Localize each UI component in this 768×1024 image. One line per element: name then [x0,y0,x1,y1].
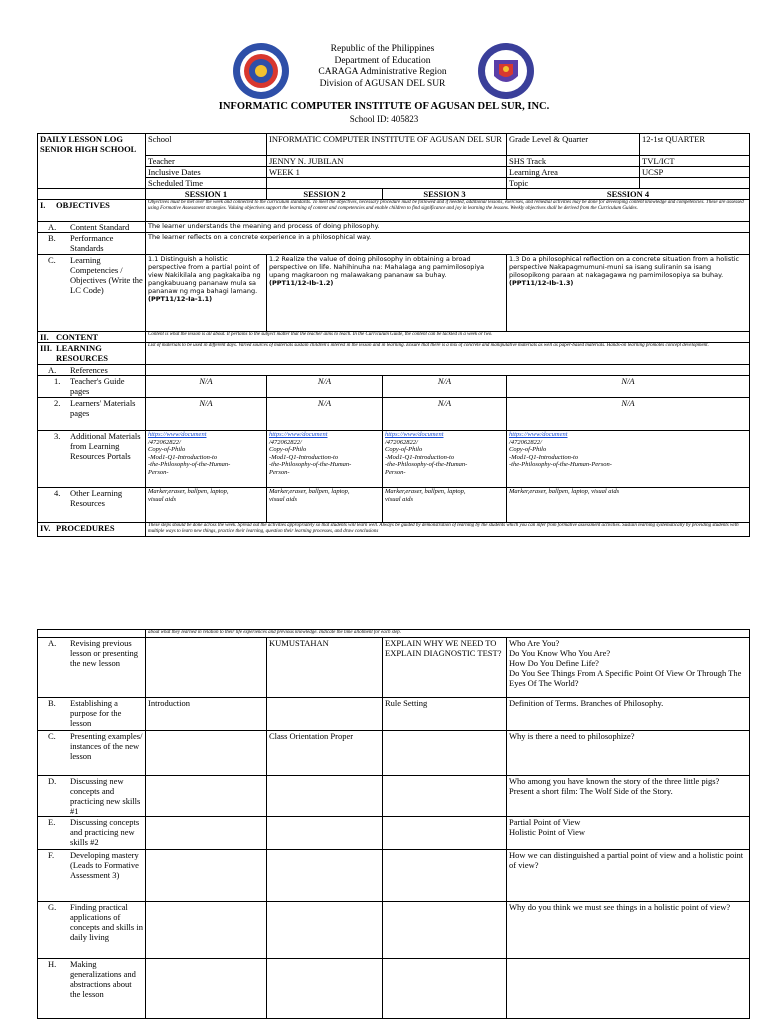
document-link[interactable]: https://www/document [509,431,568,438]
procedure-s2-cell [267,959,383,1019]
time-label: Scheduled Time [146,178,267,189]
other-resources-s1: Marker,eraser, ballpen, laptop, visual aids [146,488,267,523]
procedures-heading: IV. PROCEDURES [38,523,146,537]
procedure-label: F. Developing mastery (Leads to Formative Assessment 3) [38,850,146,902]
additional-materials-s1: https://www/document /472062822/ Copy-of-Philo -Mod1-Q1-Introduction-to -the-Philosophy-of-the-Human- Person- [146,431,267,488]
procedure-s2-cell: KUMUSTAHAN [267,638,383,698]
procedure-row [38,902,750,959]
school-value: INFORMATIC COMPUTER INSTITUTE OF AGUSAN DEL SUR [267,134,507,156]
track-value: TVL/ICT [640,156,750,167]
procedure-row [38,817,750,850]
grade-value: 12-1st QUARTER [640,134,750,156]
procedure-s4-cell: Who among you have known the story of the three little pigs? Present a short film: The Wolf Side of the Story. [507,776,750,817]
procedure-row [38,698,750,731]
document-link[interactable]: https://www/document [269,431,328,438]
time-value [267,178,507,189]
procedure-label: B. Establishing a purpose for the lesson [38,698,146,731]
session-2-header: SESSION 2 [267,189,383,200]
procedures-note: These steps should be done across the week. Spread out the activities appropriately so that students will learn well. Always be guided by demonstration of learning by the students which you can infer from formative assessment activities. Sustain learning systematically by providing students with multiple ways to learn new things, practice their learning, question their learning processes, and draw conclusions [146,523,750,537]
procedure-s3-cell [383,731,507,776]
objectives-note: Objectives must be met over the week and connected to the curriculum standards. To meet the objectives, necessary procedure must be followed and if needed, additional lessons, exercises, and remedial activities may be done for developing content knowledge and competencies. These are assessed using Formative Assessment strategies. Valuing objectives support the learning of content and competencies and enable children to find significance and joy in learning the lessons. Weekly objectives shall be derived from the Curriculum Guides. [146,200,750,222]
objectives-heading: I. OBJECTIVES [38,200,146,222]
agency-lines [290,44,475,90]
teacher-label: Teacher [146,156,267,167]
procedure-s1-cell [146,731,267,776]
procedure-label: C. Presenting examples/ instances of the new lesson [38,731,146,776]
content-standard-label: A. Content Standard [38,222,146,233]
dates-value: WEEK 1 [267,167,507,178]
procedure-label: G. Finding practical applications of concepts and skills in daily living [38,902,146,959]
school-name-heading: INFORMATIC COMPUTER INSTITUTE OF AGUSAN DEL SUR, INC. [218,101,550,112]
procedure-s3-cell [383,817,507,850]
teachers-guide-s3: N/A [383,376,507,398]
competency-1-1: 1.1 Distinguish a holistic perspective from a partial point of view Nakikilala ang pagkakaiba ng pangkabuuang pananaw mula sa pananaw ng mga bahagi lamang. (PPT11/12-Ia-1.1) [146,255,267,332]
procedure-s4-cell: How we can distinguished a partial point of view and a holistic point of view? [507,850,750,902]
document-header [0,30,768,125]
procedure-s2-cell [267,902,383,959]
topic-value [640,178,750,189]
sessions-blank [38,189,146,200]
procedure-s2-cell [267,850,383,902]
procedure-s4-cell [507,959,750,1019]
school-label: School [146,134,267,156]
references-value [146,365,750,376]
procedure-s2-cell [267,698,383,731]
procedure-row [38,850,750,902]
grade-label: Grade Level & Quarter [507,134,640,156]
school-seal-logo [232,42,290,100]
document-link[interactable]: https://www/document [148,431,207,438]
procedure-s1-cell [146,817,267,850]
procedure-s4-cell: Why do you think we must see things in a holistic point of view? [507,902,750,959]
region-line: CARAGA Administrative Region [318,67,447,77]
learning-resources-note: List of materials to be used in different days. Varied sources of materials sustain children's interest in the lesson and in learning. Ensure that there is a mix of concrete and manipulative materials as well as paper-based materials. Hands-on learning promotes concept development. [146,343,750,365]
additional-materials-s2: https://www/document /472062822/ Copy-of-Philo -Mod1-Q1-Introduction-to -the-Philosophy-of-the-Human- Person- [267,431,383,488]
competency-1-3: 1.3 Do a philosophical reflection on a concrete situation from a holistic perspective Nakapagmumuni-muni sa isang suliranin sa isang pilosopikong paraan at nakagagawa ng pamimilosopiya sa buhay. (PPT11/12-Ib-1.3) [507,255,750,332]
deped-seal-logo [477,42,535,100]
content-note: Content is what the lesson is all about. It pertains to the subject matter that the teacher aims to teach. In the Curriculum Guide, the content can be tackled in a week or two. [146,332,750,343]
procedure-s1-cell [146,850,267,902]
procedure-row [38,638,750,698]
other-resources-s3: Marker,eraser, ballpen, laptop, visual aids [383,488,507,523]
competency-1-2: 1.2 Realize the value of doing philosophy in obtaining a broad perspective on life. Nahihinuha na: Mahalaga ang pamimilosopiya upang magkaroon ng malawakang pananaw sa buhay. (PPT11/12-Ib-1.2) [267,255,507,332]
procedure-s2-cell: Class Orientation Proper [267,731,383,776]
procedure-rows [38,638,750,1019]
procedure-label: D. Discussing new concepts and practicing new skills #1 [38,776,146,817]
republic-line: Republic of the Philippines [330,44,435,54]
additional-materials-s4: https://www/document /472062822/ Copy-of-Philo -Mod1-Q1-Introduction-to -the-Philosophy-of-the-Human-Person- [507,431,750,488]
teachers-guide-s1: N/A [146,376,267,398]
learners-materials-s4: N/A [507,398,750,431]
procedure-s1-cell: Introduction [146,698,267,731]
procedure-row [38,959,750,1019]
division-line: Division of AGUSAN DEL SUR [319,78,446,89]
log-title-cell: DAILY LESSON LOG SENIOR HIGH SCHOOL [38,134,146,189]
procedures-note-continued: about what they learned in relation to their life experiences and previous knowledge. Indicate the time allotment for each step. [146,630,750,638]
procedure-s4-cell: Who Are You? Do You Know Who You Are? How Do You Define Life? Do You See Things From A Specific Point Of View Or Through The Eyes Of The World? [507,638,750,698]
session-4-header: SESSION 4 [507,189,750,200]
learning-resources-heading: III. LEARNING RESOURCES [38,343,146,365]
other-resources-s4: Marker,eraser, ballpen, laptop, visual aids [507,488,750,523]
session-3-header: SESSION 3 [383,189,507,200]
teachers-guide-label: 1. Teacher's Guide pages [38,376,146,398]
other-resources-s2: Marker,eraser, ballpen, laptop, visual aids [267,488,383,523]
lesson-log-table-top [37,133,750,537]
procedure-s3-cell [383,959,507,1019]
procedure-s4-cell: Definition of Terms. Branches of Philosophy. [507,698,750,731]
content-heading: II. CONTENT [38,332,146,343]
procedure-s3-cell [383,850,507,902]
competencies-label: C. Learning Competencies / Objectives (Write the LC Code) [38,255,146,332]
school-id-line: School ID: 405823 [349,114,419,124]
procedure-label: H. Making generalizations and abstractions about the lesson [38,959,146,1019]
session-1-header: SESSION 1 [146,189,267,200]
learners-materials-label: 2. Learners' Materials pages [38,398,146,431]
procedure-label: A. Revising previous lesson or presenting the new lesson [38,638,146,698]
performance-standards-label: B. Performance Standards [38,233,146,255]
department-line: Department of Education [334,55,431,66]
procedure-label: E. Discussing concepts and practicing new skills #2 [38,817,146,850]
document-link[interactable]: https://www/document [385,431,444,438]
references-label: A. References [38,365,146,376]
procedure-s1-cell [146,776,267,817]
area-label: Learning Area [507,167,640,178]
procedure-s1-cell [146,959,267,1019]
teachers-guide-s4: N/A [507,376,750,398]
procedure-s2-cell [267,817,383,850]
performance-standards-value: The learner reflects on a concrete experience in a philosophical way. [146,233,750,255]
procedure-s3-cell [383,776,507,817]
procedure-s1-cell [146,638,267,698]
topic-label: Topic [507,178,640,189]
procedure-row [38,776,750,817]
procedure-row [38,731,750,776]
additional-materials-label: 3. Additional Materials from Learning Resources Portals [38,431,146,488]
additional-materials-s3: https://www/document /472062822/ Copy-of-Philo -Mod1-Q1-Introduction-to -the-Philosophy-of-the-Human- Person- [383,431,507,488]
procedure-s2-cell [267,776,383,817]
lesson-log-table-procedures [37,629,750,1019]
teachers-guide-s2: N/A [267,376,383,398]
dates-label: Inclusive Dates [146,167,267,178]
content-standard-value: The learner understands the meaning and process of doing philosophy. [146,222,750,233]
procedure-s3-cell [383,902,507,959]
procedure-s3-cell: Rule Setting [383,698,507,731]
procedures-continued-blank [38,630,146,638]
learners-materials-s1: N/A [146,398,267,431]
learners-materials-s2: N/A [267,398,383,431]
track-label: SHS Track [507,156,640,167]
procedure-s4-cell: Why is there a need to philosophize? [507,731,750,776]
teacher-value: JENNY N. JUBILAN [267,156,507,167]
procedure-s4-cell: Partial Point of View Holistic Point of View [507,817,750,850]
learners-materials-s3: N/A [383,398,507,431]
other-resources-label: 4. Other Learning Resources [38,488,146,523]
procedure-s3-cell: EXPLAIN WHY WE NEED TO EXPLAIN DIAGNOSTIC TEST? [383,638,507,698]
area-value: UCSP [640,167,750,178]
procedure-s1-cell [146,902,267,959]
